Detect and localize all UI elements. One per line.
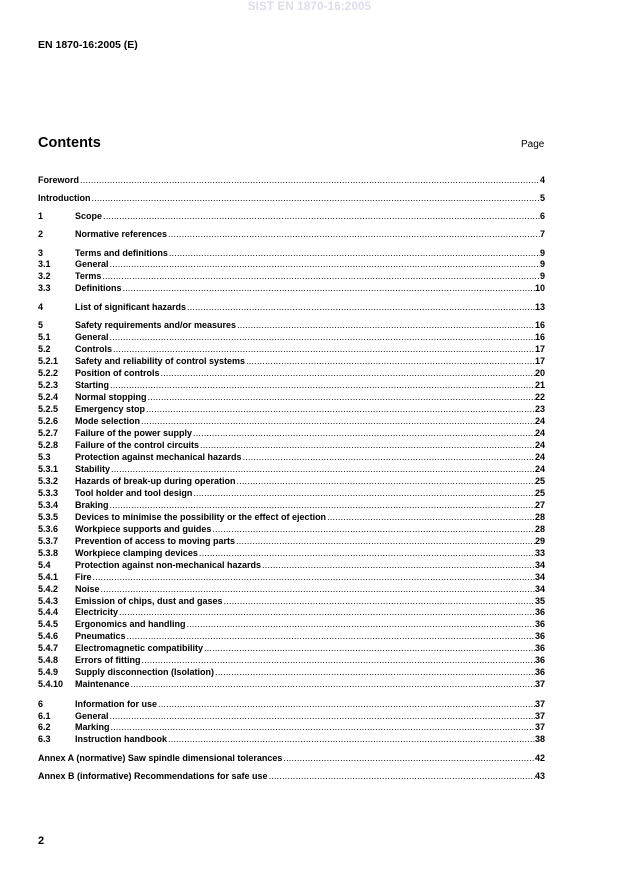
toc-entry-page: 24 bbox=[534, 452, 545, 462]
toc-entry-number: 5.4.9 bbox=[38, 667, 59, 677]
toc-entry-number: 5.3.8 bbox=[38, 548, 59, 558]
toc-dot-leader bbox=[110, 332, 535, 343]
toc-entry-number: 5.4.4 bbox=[38, 607, 59, 617]
toc-entry-title: Mode selection bbox=[75, 416, 141, 426]
toc-entry-page: 37 bbox=[534, 722, 545, 732]
toc-entry-number: 5.3.1 bbox=[38, 464, 59, 474]
toc-entry-number: 5.4.2 bbox=[38, 584, 59, 594]
toc-dot-leader bbox=[246, 356, 535, 367]
toc-dot-leader bbox=[161, 368, 535, 379]
toc-entry-title: Hazards of break-up during operation bbox=[75, 476, 236, 486]
toc-entry-page: 33 bbox=[534, 548, 545, 558]
toc-dot-leader bbox=[237, 476, 535, 487]
toc-dot-leader bbox=[148, 392, 535, 403]
toc-entry-title: Failure of the power supply bbox=[75, 428, 193, 438]
toc-entry-title: Electromagnetic compatibility bbox=[75, 643, 204, 653]
toc-entry-title: General bbox=[75, 332, 109, 342]
toc-entry-number: 5.4.5 bbox=[38, 619, 59, 629]
toc-dot-leader bbox=[199, 548, 535, 559]
toc-dot-leader bbox=[123, 283, 535, 294]
toc-entry[interactable] bbox=[38, 524, 545, 535]
toc-dot-leader bbox=[131, 679, 535, 690]
toc-entry-title: Normative references bbox=[75, 229, 168, 239]
toc-entry[interactable] bbox=[38, 619, 545, 630]
toc-dot-leader bbox=[110, 259, 540, 270]
toc-entry-number: 5.1 bbox=[38, 332, 51, 342]
toc-dot-leader bbox=[102, 271, 540, 282]
toc-entry[interactable] bbox=[38, 711, 545, 722]
toc-entry[interactable] bbox=[38, 380, 545, 391]
toc-entry[interactable] bbox=[38, 734, 545, 745]
toc-entry-page: 22 bbox=[534, 392, 545, 402]
toc-entry[interactable] bbox=[38, 344, 545, 355]
toc-entry-title: Ergonomics and handling bbox=[75, 619, 186, 629]
toc-dot-leader bbox=[327, 512, 535, 523]
toc-entry-title: Errors of fitting bbox=[75, 655, 141, 665]
toc-dot-leader bbox=[111, 464, 535, 475]
toc-entry-page: 13 bbox=[534, 302, 545, 312]
toc-entry[interactable] bbox=[38, 500, 545, 511]
toc-entry-number: 5.2.1 bbox=[38, 356, 59, 366]
toc-entry-page: 35 bbox=[534, 596, 545, 606]
toc-entry[interactable] bbox=[38, 536, 545, 547]
toc-dot-leader bbox=[215, 667, 535, 678]
toc-entry-page: 5 bbox=[539, 193, 545, 203]
toc-entry-title: List of significant hazards bbox=[75, 302, 187, 312]
toc-dot-leader bbox=[80, 175, 540, 186]
toc-entry-number: 4 bbox=[38, 302, 44, 312]
toc-entry[interactable] bbox=[38, 560, 545, 571]
toc-entry-number: 5 bbox=[38, 320, 44, 330]
toc-entry-number: 5.2.5 bbox=[38, 404, 59, 414]
toc-entry-number: 6.1 bbox=[38, 711, 51, 721]
toc-dot-leader bbox=[93, 572, 535, 583]
toc-entry-number: 5.4.6 bbox=[38, 631, 59, 641]
toc-entry-page: 38 bbox=[534, 734, 545, 744]
toc-entry-page: 9 bbox=[539, 271, 545, 281]
toc-entry-number: 5.3.3 bbox=[38, 488, 59, 498]
toc-entry[interactable] bbox=[38, 584, 545, 595]
toc-entry-page: 28 bbox=[534, 524, 545, 534]
toc-entry-title: Introduction bbox=[38, 193, 91, 203]
toc-entry[interactable] bbox=[38, 771, 545, 782]
toc-entry-page: 4 bbox=[539, 175, 545, 185]
standard-id-header: EN 1870-16:2005 (E) bbox=[38, 39, 138, 51]
toc-entry-title: Information for use bbox=[75, 699, 158, 709]
toc-dot-leader bbox=[243, 452, 535, 463]
toc-entry-number: 5.4.7 bbox=[38, 643, 59, 653]
toc-dot-leader bbox=[168, 229, 540, 240]
toc-dot-leader bbox=[127, 631, 535, 642]
toc-entry[interactable] bbox=[38, 283, 545, 294]
toc-entry-title: Safety requirements and/or measures bbox=[75, 320, 237, 330]
toc-entry-number: 3 bbox=[38, 248, 44, 258]
toc-entry-title: Tool holder and tool design bbox=[75, 488, 193, 498]
toc-entry-title: Foreword bbox=[38, 175, 80, 185]
toc-entry-number: 5.2.3 bbox=[38, 380, 59, 390]
toc-entry-title: Stability bbox=[75, 464, 111, 474]
toc-entry-title: Workpiece supports and guides bbox=[75, 524, 212, 534]
toc-entry[interactable] bbox=[38, 271, 545, 282]
toc-entry-title: Controls bbox=[75, 344, 112, 354]
toc-dot-leader bbox=[113, 344, 535, 355]
toc-entry[interactable] bbox=[38, 175, 545, 186]
toc-entry-page: 36 bbox=[534, 631, 545, 641]
toc-dot-leader bbox=[187, 619, 535, 630]
toc-entry-page: 16 bbox=[534, 320, 545, 330]
toc-dot-leader bbox=[119, 607, 535, 618]
toc-dot-leader bbox=[283, 753, 535, 764]
toc-entry-number: 5.4.3 bbox=[38, 596, 59, 606]
toc-entry-page: 28 bbox=[534, 512, 545, 522]
toc-entry-page: 17 bbox=[534, 344, 545, 354]
toc-entry-page: 37 bbox=[534, 699, 545, 709]
page-column-label: Page bbox=[521, 139, 545, 150]
toc-entry-title: Annex B (informative) Recommendations for safe use bbox=[38, 771, 268, 781]
toc-entry[interactable] bbox=[38, 332, 545, 343]
toc-entry-number: 3.3 bbox=[38, 283, 51, 293]
toc-entry-page: 24 bbox=[534, 440, 545, 450]
toc-entry-title: Prevention of access to moving parts bbox=[75, 536, 236, 546]
toc-entry-page: 36 bbox=[534, 619, 545, 629]
toc-entry[interactable] bbox=[38, 248, 545, 259]
toc-entry-number: 5.2.7 bbox=[38, 428, 59, 438]
toc-entry[interactable] bbox=[38, 607, 545, 618]
toc-entry-number: 5.3.7 bbox=[38, 536, 59, 546]
toc-dot-leader bbox=[200, 440, 535, 451]
toc-entry-page: 43 bbox=[534, 771, 545, 781]
toc-dot-leader bbox=[262, 560, 535, 571]
toc-entry-title: Terms and definitions bbox=[75, 248, 168, 258]
toc-entry-title: Starting bbox=[75, 380, 110, 390]
toc-entry-page: 36 bbox=[534, 667, 545, 677]
toc-entry-number: 6.2 bbox=[38, 722, 51, 732]
toc-entry-title: Protection against non-mechanical hazards bbox=[75, 560, 262, 570]
toc-dot-leader bbox=[224, 596, 535, 607]
toc-entry-page: 24 bbox=[534, 416, 545, 426]
toc-entry-title: Supply disconnection (Isolation) bbox=[75, 667, 215, 677]
toc-entry-number: 5.2.2 bbox=[38, 368, 59, 378]
toc-entry-page: 36 bbox=[534, 607, 545, 617]
toc-dot-leader bbox=[169, 248, 540, 259]
toc-entry[interactable] bbox=[38, 722, 545, 733]
toc-entry-title: Normal stopping bbox=[75, 392, 147, 402]
toc-dot-leader bbox=[236, 536, 535, 547]
toc-entry[interactable] bbox=[38, 655, 545, 666]
toc-entry[interactable] bbox=[38, 699, 545, 710]
toc-entry-title: Annex A (normative) Saw spindle dimensional tolerances bbox=[38, 753, 283, 763]
toc-entry-title: Maintenance bbox=[75, 679, 130, 689]
toc-entry[interactable] bbox=[38, 320, 545, 331]
toc-entry[interactable] bbox=[38, 679, 545, 690]
toc-dot-leader bbox=[212, 524, 535, 535]
toc-entry-title: Instruction handbook bbox=[75, 734, 167, 744]
toc-entry-title: Noise bbox=[75, 584, 100, 594]
toc-dot-leader bbox=[110, 380, 535, 391]
toc-entry-page: 34 bbox=[534, 572, 545, 582]
toc-entry-number: 5.3.4 bbox=[38, 500, 59, 510]
toc-entry-page: 23 bbox=[534, 404, 545, 414]
toc-entry-page: 9 bbox=[539, 248, 545, 258]
toc-entry[interactable] bbox=[38, 259, 545, 270]
toc-entry[interactable] bbox=[38, 512, 545, 523]
toc-dot-leader bbox=[110, 500, 535, 511]
toc-entry-title: General bbox=[75, 259, 109, 269]
toc-dot-leader bbox=[187, 302, 535, 313]
toc-entry-title: General bbox=[75, 711, 109, 721]
toc-entry-page: 25 bbox=[534, 476, 545, 486]
toc-entry[interactable] bbox=[38, 596, 545, 607]
toc-dot-leader bbox=[193, 428, 535, 439]
toc-entry-title: Definitions bbox=[75, 283, 122, 293]
toc-entry-number: 1 bbox=[38, 211, 44, 221]
toc-entry-page: 36 bbox=[534, 643, 545, 653]
toc-dot-leader bbox=[193, 488, 535, 499]
toc-entry[interactable] bbox=[38, 440, 545, 451]
toc-entry[interactable] bbox=[38, 404, 545, 415]
toc-entry-number: 5.4.1 bbox=[38, 572, 59, 582]
toc-entry-page: 42 bbox=[534, 753, 545, 763]
toc-entry-page: 37 bbox=[534, 711, 545, 721]
toc-entry-page: 10 bbox=[534, 283, 545, 293]
toc-dot-leader bbox=[204, 643, 535, 654]
toc-dot-leader bbox=[111, 722, 535, 733]
toc-entry-page: 6 bbox=[539, 211, 545, 221]
toc-entry-page: 37 bbox=[534, 679, 545, 689]
toc-entry-title: Protection against mechanical hazards bbox=[75, 452, 242, 462]
toc-entry-number: 5.2 bbox=[38, 344, 51, 354]
toc-entry-number: 6.3 bbox=[38, 734, 51, 744]
toc-entry[interactable] bbox=[38, 548, 545, 559]
toc-entry-page: 27 bbox=[534, 500, 545, 510]
toc-entry[interactable] bbox=[38, 452, 545, 463]
toc-entry-title: Marking bbox=[75, 722, 110, 732]
toc-dot-leader bbox=[103, 211, 540, 222]
toc-entry-title: Scope bbox=[75, 211, 103, 221]
watermark: SIST EN 1870-16:2005 bbox=[247, 1, 372, 13]
toc-dot-leader bbox=[110, 711, 535, 722]
toc-entry-number: 5.4.8 bbox=[38, 655, 59, 665]
toc-entry-title: Safety and reliability of control systems bbox=[75, 356, 246, 366]
toc-entry-page: 17 bbox=[534, 356, 545, 366]
toc-entry-page: 7 bbox=[539, 229, 545, 239]
toc-dot-leader bbox=[142, 655, 535, 666]
toc-entry[interactable] bbox=[38, 753, 545, 764]
toc-entry[interactable] bbox=[38, 416, 545, 427]
toc-entry-title: Devices to minimise the possibility or the effect of ejection bbox=[75, 512, 327, 522]
toc-entry-title: Position of controls bbox=[75, 368, 160, 378]
toc-dot-leader bbox=[269, 771, 535, 782]
contents-heading: Contents bbox=[38, 135, 101, 151]
toc-entry-number: 5.2.8 bbox=[38, 440, 59, 450]
toc-entry[interactable] bbox=[38, 488, 545, 499]
toc-dot-leader bbox=[237, 320, 535, 331]
toc-entry-title: Braking bbox=[75, 500, 109, 510]
toc-entry[interactable] bbox=[38, 211, 545, 222]
toc-dot-leader bbox=[146, 404, 535, 415]
toc-entry-page: 16 bbox=[534, 332, 545, 342]
toc-entry[interactable] bbox=[38, 302, 545, 313]
toc-entry-page: 20 bbox=[534, 368, 545, 378]
toc-entry-number: 5.3.2 bbox=[38, 476, 59, 486]
toc-entry-page: 36 bbox=[534, 655, 545, 665]
toc-entry[interactable] bbox=[38, 643, 545, 654]
toc-entry[interactable] bbox=[38, 229, 545, 240]
toc-entry[interactable] bbox=[38, 464, 545, 475]
toc-entry[interactable] bbox=[38, 476, 545, 487]
toc-dot-leader bbox=[141, 416, 535, 427]
toc-entry-number: 5.4 bbox=[38, 560, 51, 570]
toc-entry-page: 29 bbox=[534, 536, 545, 546]
toc-entry[interactable] bbox=[38, 572, 545, 583]
toc-entry-page: 21 bbox=[534, 380, 545, 390]
toc-entry-title: Electricity bbox=[75, 607, 119, 617]
toc-entry-title: Failure of the control circuits bbox=[75, 440, 200, 450]
toc-entry-page: 25 bbox=[534, 488, 545, 498]
toc-entry-number: 3.2 bbox=[38, 271, 51, 281]
toc-entry-page: 34 bbox=[534, 560, 545, 570]
toc-entry-number: 6 bbox=[38, 699, 44, 709]
toc-entry-page: 9 bbox=[539, 259, 545, 269]
toc-entry[interactable] bbox=[38, 368, 545, 379]
toc-entry-number: 5.2.4 bbox=[38, 392, 59, 402]
toc-entry-page: 34 bbox=[534, 584, 545, 594]
toc-entry[interactable] bbox=[38, 667, 545, 678]
toc-entry[interactable] bbox=[38, 428, 545, 439]
toc-entry-title: Emergency stop bbox=[75, 404, 146, 414]
toc-dot-leader bbox=[168, 734, 535, 745]
toc-dot-leader bbox=[158, 699, 535, 710]
footer-page-number: 2 bbox=[38, 835, 45, 847]
toc-entry-number: 5.2.6 bbox=[38, 416, 59, 426]
toc-entry[interactable] bbox=[38, 631, 545, 642]
toc-entry-title: Workpiece clamping devices bbox=[75, 548, 198, 558]
toc-entry-page: 24 bbox=[534, 464, 545, 474]
toc-entry-title: Fire bbox=[75, 572, 92, 582]
toc-entry[interactable] bbox=[38, 193, 545, 204]
toc-entry-number: 5.3 bbox=[38, 452, 51, 462]
toc-entry-title: Emission of chips, dust and gases bbox=[75, 596, 223, 606]
toc-entry-title: Terms bbox=[75, 271, 102, 281]
toc-entry-number: 3.1 bbox=[38, 259, 51, 269]
toc-entry-number: 2 bbox=[38, 229, 44, 239]
toc-entry-title: Pneumatics bbox=[75, 631, 126, 641]
toc-dot-leader bbox=[92, 193, 540, 204]
toc-entry[interactable] bbox=[38, 392, 545, 403]
toc-entry-number: 5.4.10 bbox=[38, 679, 64, 689]
toc-entry-page: 24 bbox=[534, 428, 545, 438]
toc-dot-leader bbox=[101, 584, 535, 595]
toc-entry-number: 5.3.6 bbox=[38, 524, 59, 534]
toc-entry-number: 5.3.5 bbox=[38, 512, 59, 522]
toc-entry[interactable] bbox=[38, 356, 545, 367]
